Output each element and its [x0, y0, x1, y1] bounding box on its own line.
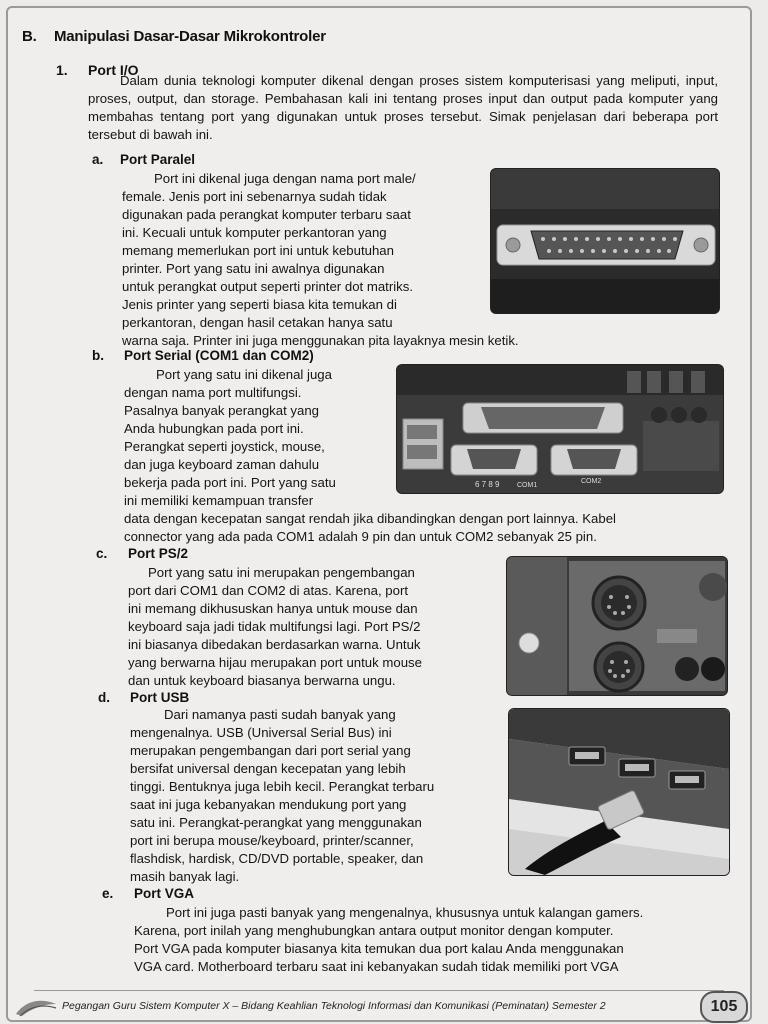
text-line: Jenis printer yang seperti biasa kita temukan di: [122, 297, 397, 312]
section-heading: [22, 28, 326, 45]
serial-port-illustration: [397, 365, 723, 493]
text-line: Pasalnya banyak perangkat yang: [124, 403, 320, 418]
text-line: bekerja pada port ini. Port yang satu: [124, 475, 336, 490]
text-line: female. Jenis port ini sebenarnya sudah tidak: [122, 189, 387, 204]
text-line: bersifat universal dengan kecepatan yang lebih: [130, 761, 406, 776]
parallel-port-illustration: [491, 169, 719, 313]
item-letter: b.: [92, 348, 104, 363]
text-line: Karena, port inilah yang menghubungkan antara output monitor dengan komputer.: [134, 923, 614, 938]
text-line: satu ini. Perangkat-perangkat yang menggunakan: [130, 815, 422, 830]
text-line: keyboard saja jadi tidak multifungsi lagi. Port PS/2: [128, 619, 421, 634]
text-line: ini biasanya dibedakan berdasarkan warna. Untuk: [128, 637, 421, 652]
text-line: perkantoran, dengan hasil cetakan hanya satu: [122, 315, 393, 330]
text-line: dan juga keyboard zaman dahulu: [124, 457, 320, 472]
text-line: printer. Port yang satu ini awalnya digunakan: [122, 261, 385, 276]
item-heading-d: [98, 690, 189, 705]
text-line: tinggi. Bentuknya juga lebih kecil. Perangkat terbaru: [130, 779, 435, 794]
text-line: mengenalnya. USB (Universal Serial Bus) ini: [130, 725, 392, 740]
text-line: untuk perangkat output seperti printer dot matriks.: [122, 279, 414, 294]
com1-label: COM1: [517, 482, 538, 489]
footer-text: Pegangan Guru Sistem Komputer X – Bidang Keahlian Teknologi Informasi dan Komunikasi (Peminatan) Semester 2: [62, 1000, 606, 1012]
text-line: Port yang satu ini merupakan pengembangan: [148, 565, 415, 580]
item-title: Port Paralel: [120, 152, 196, 167]
intro-paragraph: Dalam dunia teknologi komputer dikenal dengan proses sistem komputerisasi yang meliputi, input, proses, output, dan storage. Pembahasan kali ini tentang proses input dan output pada komputer yang membahas tentang port yang digunakan untuk proses tersebut. Simak penjelasan dari beberapa port tersebut di bawah ini.: [88, 73, 718, 142]
text-line: Anda hubungkan pada port ini.: [124, 421, 304, 436]
text-line: Port VGA pada komputer biasanya kita temukan dua port kalau Anda menggunakan: [134, 941, 624, 956]
item-letter: d.: [98, 690, 110, 705]
text-line: dan untuk keyboard biasanya berwarna ungu.: [128, 673, 396, 688]
item-heading-c: [96, 546, 188, 561]
item-body-c: [128, 564, 488, 690]
usb-port-photo: [508, 708, 730, 876]
text-line: yang berwarna hijau merupakan port untuk mouse: [128, 655, 422, 670]
text-line: Port ini juga pasti banyak yang mengenalnya, khususnya untuk kalangan gamers.: [166, 905, 644, 920]
text-line: ini memang dikhususkan hanya untuk mouse dan: [128, 601, 418, 616]
text-line: ini. Kecuali untuk komputer perkantoran yang: [122, 225, 387, 240]
page-number: 105: [700, 991, 748, 1023]
text-line: merupakan pengembangan dari port serial yang: [130, 743, 411, 758]
text-line: port ini berupa mouse/keyboard, printer/scanner,: [130, 833, 414, 848]
footer-swoosh-icon: [14, 996, 58, 1018]
text-line: masih banyak lagi.: [130, 869, 240, 884]
item-letter: c.: [96, 546, 108, 561]
com2-label: COM2: [581, 478, 602, 485]
item-heading-a: [92, 152, 195, 167]
item-title: Port VGA: [134, 886, 195, 901]
item-body-e: [134, 904, 732, 976]
text-line: flashdisk, hardisk, CD/DVD portable, speaker, dan: [130, 851, 424, 866]
parallel-port-photo: [490, 168, 720, 314]
text-line: Port yang satu ini dikenal juga: [156, 367, 332, 382]
ps2-port-photo: [506, 556, 728, 696]
item-title: Port PS/2: [128, 546, 189, 561]
text-line: Dari namanya pasti sudah banyak yang: [164, 707, 396, 722]
ps2-port-illustration: [507, 557, 727, 695]
text-line: ini memiliki kemampuan transfer: [124, 493, 314, 508]
item-heading-b: [92, 348, 314, 363]
item-title: Port Serial (COM1 dan COM2): [124, 348, 314, 363]
text-line: digunakan pada perangkat komputer terbaru saat: [122, 207, 411, 222]
text-line: warna saja. Printer ini juga menggunakan pita layaknya mesin ketik.: [122, 333, 519, 348]
item-title: Port USB: [130, 690, 190, 705]
item-body-a: [122, 170, 519, 350]
text-line: connector yang ada pada COM1 adalah 9 pin dan untuk COM2 sebanyak 25 pin.: [124, 529, 597, 544]
item-letter: a.: [92, 152, 104, 167]
text-line: data dengan kecepatan sangat rendah jika dibandingkan dengan port lainnya. Kabel: [124, 511, 616, 526]
item-letter: e.: [102, 886, 114, 901]
serial-pins-label: 6 7 8 9: [475, 480, 500, 489]
text-line: dengan nama port multifungsi.: [124, 385, 302, 400]
item-heading-e: [102, 886, 194, 901]
text-line: VGA card. Motherboard terbaru saat ini kebanyakan sudah tidak memiliki port VGA: [134, 959, 619, 974]
subsection-title: Port I/O: [88, 62, 139, 78]
item-body-d: [130, 706, 490, 886]
subsection-number: 1.: [56, 62, 68, 78]
section-letter: B.: [22, 28, 37, 45]
serial-port-photo: [396, 364, 724, 494]
text-line: memang memerlukan port ini untuk kebutuhan: [122, 243, 394, 258]
text-line: Perangkat seperti joystick, mouse,: [124, 439, 325, 454]
section-title: Manipulasi Dasar-Dasar Mikrokontroler: [54, 28, 326, 45]
text-line: Port ini dikenal juga dengan nama port male/: [154, 171, 416, 186]
text-line: saat ini juga kebanyakan mendukung port yang: [130, 797, 407, 812]
usb-port-illustration: [509, 709, 729, 875]
text-line: port dari COM1 dan COM2 di atas. Karena, port: [128, 583, 408, 598]
